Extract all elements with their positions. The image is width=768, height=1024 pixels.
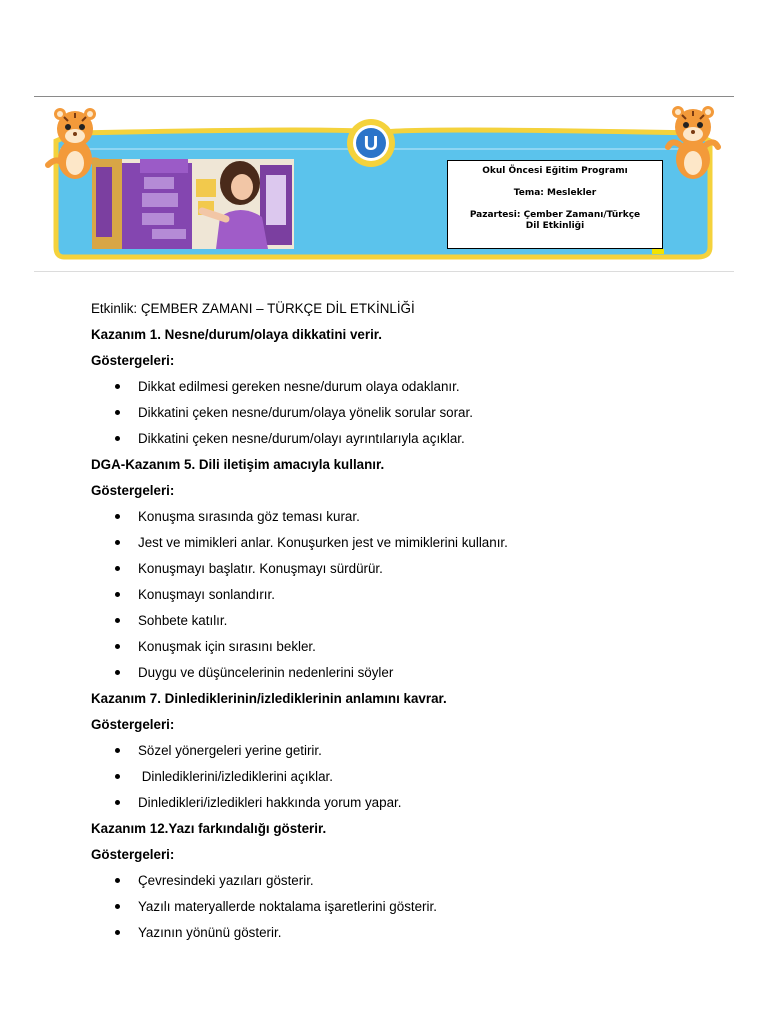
outcome-heading: Kazanım 1. Nesne/durum/olaya dikkatini verir. [91, 327, 382, 342]
list-item: Dinlediklerini/izlediklerini açıklar. [91, 764, 711, 790]
tiger-mascot-right-icon [662, 103, 724, 183]
list-item: Dikkatini çeken nesne/durum/olaya yönelik sorular sorar. [91, 400, 711, 426]
list-item: Konuşmak için sırasını bekler. [91, 634, 711, 660]
list-item: Yazının yönünü gösterir. [91, 920, 711, 946]
list-item: Dikkat edilmesi gereken nesne/durum olaya odaklanır. [91, 374, 711, 400]
outcome-heading: Kazanım 7. Dinlediklerinin/izlediklerinin anlamını kavrar. [91, 691, 447, 706]
girl-at-board-image [92, 159, 294, 249]
yellow-marker [652, 249, 664, 254]
indicators-label: Göstergeleri: [91, 353, 175, 368]
svg-text:U: U [363, 133, 379, 155]
program-info-box [447, 160, 663, 249]
outcome-heading: Kazanım 12.Yazı farkındalığı gösterir. [91, 821, 327, 836]
list-item: Konuşmayı başlatır. Konuşmayı sürdürür. [91, 556, 711, 582]
header-photo [92, 159, 294, 249]
list-item: Yazılı materyallerde noktalama işaretlerini gösterir. [91, 894, 711, 920]
activity-title: Etkinlik: ÇEMBER ZAMANI – TÜRKÇE DİL ETKİNLİĞİ [91, 301, 415, 316]
program-name: Okul Öncesi Eğitim Programı [482, 166, 628, 176]
list-item: Duygu ve düşüncelerinin nedenlerini söyler [91, 660, 711, 686]
indicator-list [91, 504, 711, 686]
theme-label: Tema: Meslekler [513, 188, 597, 198]
indicator-list [91, 868, 711, 946]
indicator-list [91, 374, 711, 452]
list-item: Jest ve mimikleri anlar. Konuşurken jest ve mimiklerini kullanır. [91, 530, 711, 556]
indicator-list [91, 738, 711, 816]
day-activity-label: Pazartesi: Çember Zamanı/Türkçe Dil Etkinliği [469, 210, 641, 231]
indicators-label: Göstergeleri: [91, 483, 175, 498]
indicators-label: Göstergeleri: [91, 847, 175, 862]
indicators-label: Göstergeleri: [91, 717, 175, 732]
list-item: Sözel yönergeleri yerine getirir. [91, 738, 711, 764]
list-item: Dinledikleri/izledikleri hakkında yorum yapar. [91, 790, 711, 816]
list-item: Konuşmayı sonlandırır. [91, 582, 711, 608]
list-item: Konuşma sırasında göz teması kurar. [91, 504, 711, 530]
list-item: Sohbete katılır. [91, 608, 711, 634]
outcome-heading: DGA-Kazanım 5. Dili iletişim amacıyla kullanır. [91, 457, 385, 472]
header-banner [34, 96, 734, 272]
activity-content [91, 296, 711, 946]
logo-u-icon [345, 117, 397, 169]
list-item: Dikkatini çeken nesne/durum/olayı ayrıntılarıyla açıklar. [91, 426, 711, 452]
list-item: Çevresindeki yazıları gösterir. [91, 868, 711, 894]
